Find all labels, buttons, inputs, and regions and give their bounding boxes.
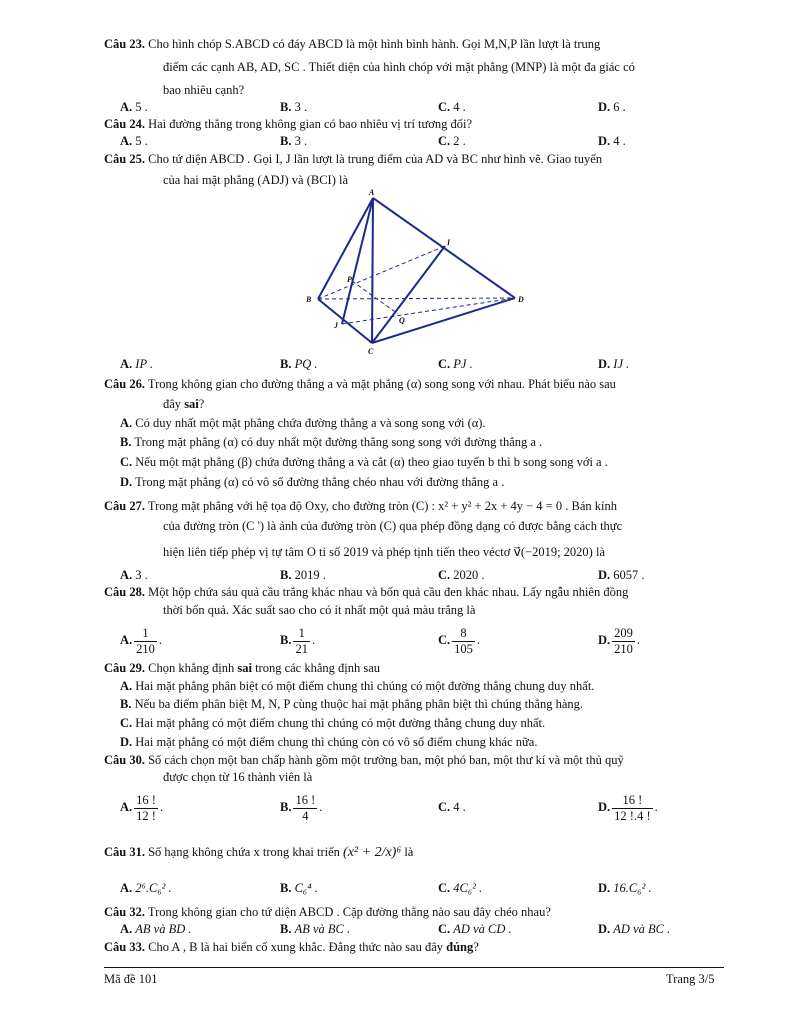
edge-cd xyxy=(372,298,515,343)
segment-pq xyxy=(352,281,398,314)
option-a: A. 3 . xyxy=(120,568,148,582)
option-d: D. 6 . xyxy=(598,100,626,114)
options-24 xyxy=(120,132,720,150)
option-d: D. 4 . xyxy=(598,134,626,148)
question-number: Câu 25. xyxy=(104,152,145,166)
question-text-cont: được chọn từ 16 thành viên là xyxy=(163,770,313,784)
statement-c: C. Hai mặt phẳng có một điểm chung thì chúng có một đường thẳng chung duy nhất. xyxy=(120,716,546,730)
point-q-label: Q xyxy=(399,316,405,325)
option-a: A. $\frac{16 !}{12 !}$ . xyxy=(120,792,164,823)
option-a: A. 5 . xyxy=(120,134,148,148)
statement-b: B. Nếu ba điểm phân biệt M, N, P cùng thuộc hai mặt phẳng phân biệt thì chúng thẳng hàng. xyxy=(120,697,583,711)
statement-c: C. Nếu một mặt phẳng (β) chứa đường thẳng a và cắt (α) theo giao tuyến b thì b song song với a . xyxy=(120,455,608,469)
option-a: A. 2⁶.C₆² . xyxy=(120,881,172,895)
options-32 xyxy=(120,920,720,938)
edge-ac xyxy=(372,198,373,343)
question-number: Câu 27. xyxy=(104,499,145,513)
question-23 xyxy=(104,35,724,54)
question-text: Một hộp chứa sáu quả cầu trắng khác nhau và bốn quả cầu đen khác nhau. Lấy ngẫu nhiên đồng xyxy=(148,585,629,599)
option-d: D. AD và BC . xyxy=(598,922,671,936)
option-d: D. 6057 . xyxy=(598,568,645,582)
question-number: Câu 28. xyxy=(104,585,145,599)
option-b: B. 3 . xyxy=(280,100,308,114)
question-number: Câu 30. xyxy=(104,753,145,767)
option-c: C. 4 . xyxy=(438,100,466,114)
question-text-cont: thời bốn quả. Xác suất sao cho có ít nhất một quả màu trắng là xyxy=(163,603,476,617)
question-28 xyxy=(104,583,724,602)
option-d: D. $\frac{209}{210}$ . xyxy=(598,625,641,656)
page-number: Trang 3/5 xyxy=(666,972,715,986)
question-text: Cho hình chóp S.ABCD có đáy ABCD là một hình bình hành. Gọi M,N,P lần lượt là trung xyxy=(148,37,601,51)
question-text-cont: hiện liên tiếp phép vị tự tâm O tỉ số 2019 và phép tịnh tiến theo véctơ v⃗(−2019; 2020) là xyxy=(163,545,605,559)
question-25 xyxy=(104,150,724,169)
option-a: A. AB và BD . xyxy=(120,922,192,936)
option-b: B. PQ . xyxy=(280,357,318,371)
vertex-b-label: B xyxy=(306,295,312,304)
option-c: C. 4 . xyxy=(438,800,466,814)
option-c: C. 4C₆² . xyxy=(438,881,483,895)
question-text-cont: của hai mặt phẳng (ADJ) và (BCI) là xyxy=(163,173,349,187)
question-text-cont: bao nhiêu cạnh? xyxy=(163,83,245,97)
question-text: Hai đường thẳng trong không gian có bao nhiêu vị trí tương đối? xyxy=(148,117,473,131)
option-b: B. $\frac{1}{21}$ . xyxy=(280,625,316,656)
question-text-cont: điểm các cạnh AB, AD, SC . Thiết diện của hình chóp với mặt phẳng (MNP) là một đa giác có xyxy=(163,60,635,74)
point-i-label: I xyxy=(447,238,451,247)
option-c: C. $\frac{8}{105}$ . xyxy=(438,625,481,656)
vertex-d-label: D xyxy=(518,295,524,304)
question-number: Câu 33. xyxy=(104,940,145,954)
option-d: D. IJ . xyxy=(598,357,630,371)
question-number: Câu 23. xyxy=(104,37,145,51)
statement-d: D. Trong mặt phẳng (α) có vô số đường thẳng chéo nhau với đường thẳng a . xyxy=(120,475,505,489)
option-a: A. IP . xyxy=(120,357,154,371)
point-j-label: J xyxy=(334,321,338,330)
option-b: B. 3 . xyxy=(280,134,308,148)
option-c: C. AD và CD . xyxy=(438,922,512,936)
question-29: Câu 29. Chọn khẳng định sai trong các khẳng định sau xyxy=(104,661,381,675)
option-a: A. $\frac{1}{210}$ . xyxy=(120,625,163,656)
question-text-cont: đây sai? xyxy=(163,397,205,411)
options-27 xyxy=(120,566,720,584)
option-c: C. 2 . xyxy=(438,134,466,148)
question-text: Trong mặt phẳng với hệ tọa độ Oxy, cho đường tròn (C) : x² + y² + 2x + 4y − 4 = 0 . Bán kính xyxy=(147,499,617,513)
segment-ci xyxy=(372,246,445,343)
statement-a: A. Có duy nhất một mặt phẳng chứa đường thẳng a và song song với (α). xyxy=(120,416,486,430)
question-number: Câu 32. xyxy=(104,905,145,919)
option-b: B. $\frac{16 !}{4}$ . xyxy=(280,792,323,823)
option-c: C. PJ . xyxy=(438,357,473,371)
question-number: Câu 29. xyxy=(104,661,145,675)
option-b: B. 2019 . xyxy=(280,568,326,582)
question-33: Câu 33. Cho A , B là hai biến cố xung khắc. Đẳng thức nào sau đây đúng? xyxy=(104,940,479,954)
option-d: D. $\frac{16 !}{12 !.4 !}$ . xyxy=(598,792,658,823)
segment-aj xyxy=(342,198,373,324)
options-31 xyxy=(120,879,720,897)
question-text: Cho tứ diện ABCD . Gọi I, J lần lượt là trung điểm của AD và BC như hình vẽ. Giao tuyến xyxy=(148,152,603,166)
option-a: A. 5 . xyxy=(120,100,148,114)
exam-code: Mã đề 101 xyxy=(104,972,158,986)
statement-d: D. Hai mặt phẳng có một điểm chung thì chúng còn có vô số điểm chung khác nữa. xyxy=(120,735,538,749)
expansion-expression: (x² + 2/x)⁶ xyxy=(343,845,402,860)
footer-divider xyxy=(104,967,724,968)
statement-b: B. Trong mặt phẳng (α) có duy nhất một đường thẳng song song với đường thẳng a . xyxy=(120,435,543,449)
question-number: Câu 24. xyxy=(104,117,145,131)
options-30 xyxy=(120,789,720,825)
options-28 xyxy=(120,622,720,658)
question-31: Câu 31. Số hạng không chứa x trong khai triển (x² + 2/x)⁶ là xyxy=(104,845,414,860)
vertex-c-label: C xyxy=(368,347,374,356)
question-number: Câu 31. xyxy=(104,845,145,859)
vertex-a-label: A xyxy=(369,188,375,197)
option-b: B. AB và BC . xyxy=(280,922,351,936)
point-p-label: P xyxy=(347,275,352,284)
question-text-cont: của đường tròn (C ') là ảnh của đường tròn (C) qua phép đồng dạng có được bằng cách thực xyxy=(163,519,623,533)
question-27 xyxy=(104,497,724,516)
options-25 xyxy=(120,355,720,373)
question-number: Câu 26. xyxy=(104,377,145,391)
segment-jd xyxy=(342,298,515,324)
question-26 xyxy=(104,375,724,394)
question-text: Trong không gian cho tứ diện ABCD . Cặp đường thẳng nào sau đây chéo nhau? xyxy=(147,905,551,919)
options-23 xyxy=(120,98,720,116)
question-text: Trong không gian cho đường thẳng a và mặt phẳng (α) song song với nhau. Phát biểu nào sau xyxy=(147,377,616,391)
tetrahedron-figure xyxy=(300,188,530,358)
edge-ab xyxy=(318,198,373,299)
statement-a: A. Hai mặt phẳng phân biệt có một điểm chung thì chúng có một đường thẳng chung duy nhất. xyxy=(120,679,595,693)
option-c: C. 2020 . xyxy=(438,568,485,582)
option-b: B. C₆⁴ . xyxy=(280,881,318,895)
option-d: D. 16.C₆² . xyxy=(598,881,652,895)
question-text: Số cách chọn một ban chấp hành gồm một trưởng ban, một phó ban, một thư kí và một thủ quỹ xyxy=(148,753,624,767)
